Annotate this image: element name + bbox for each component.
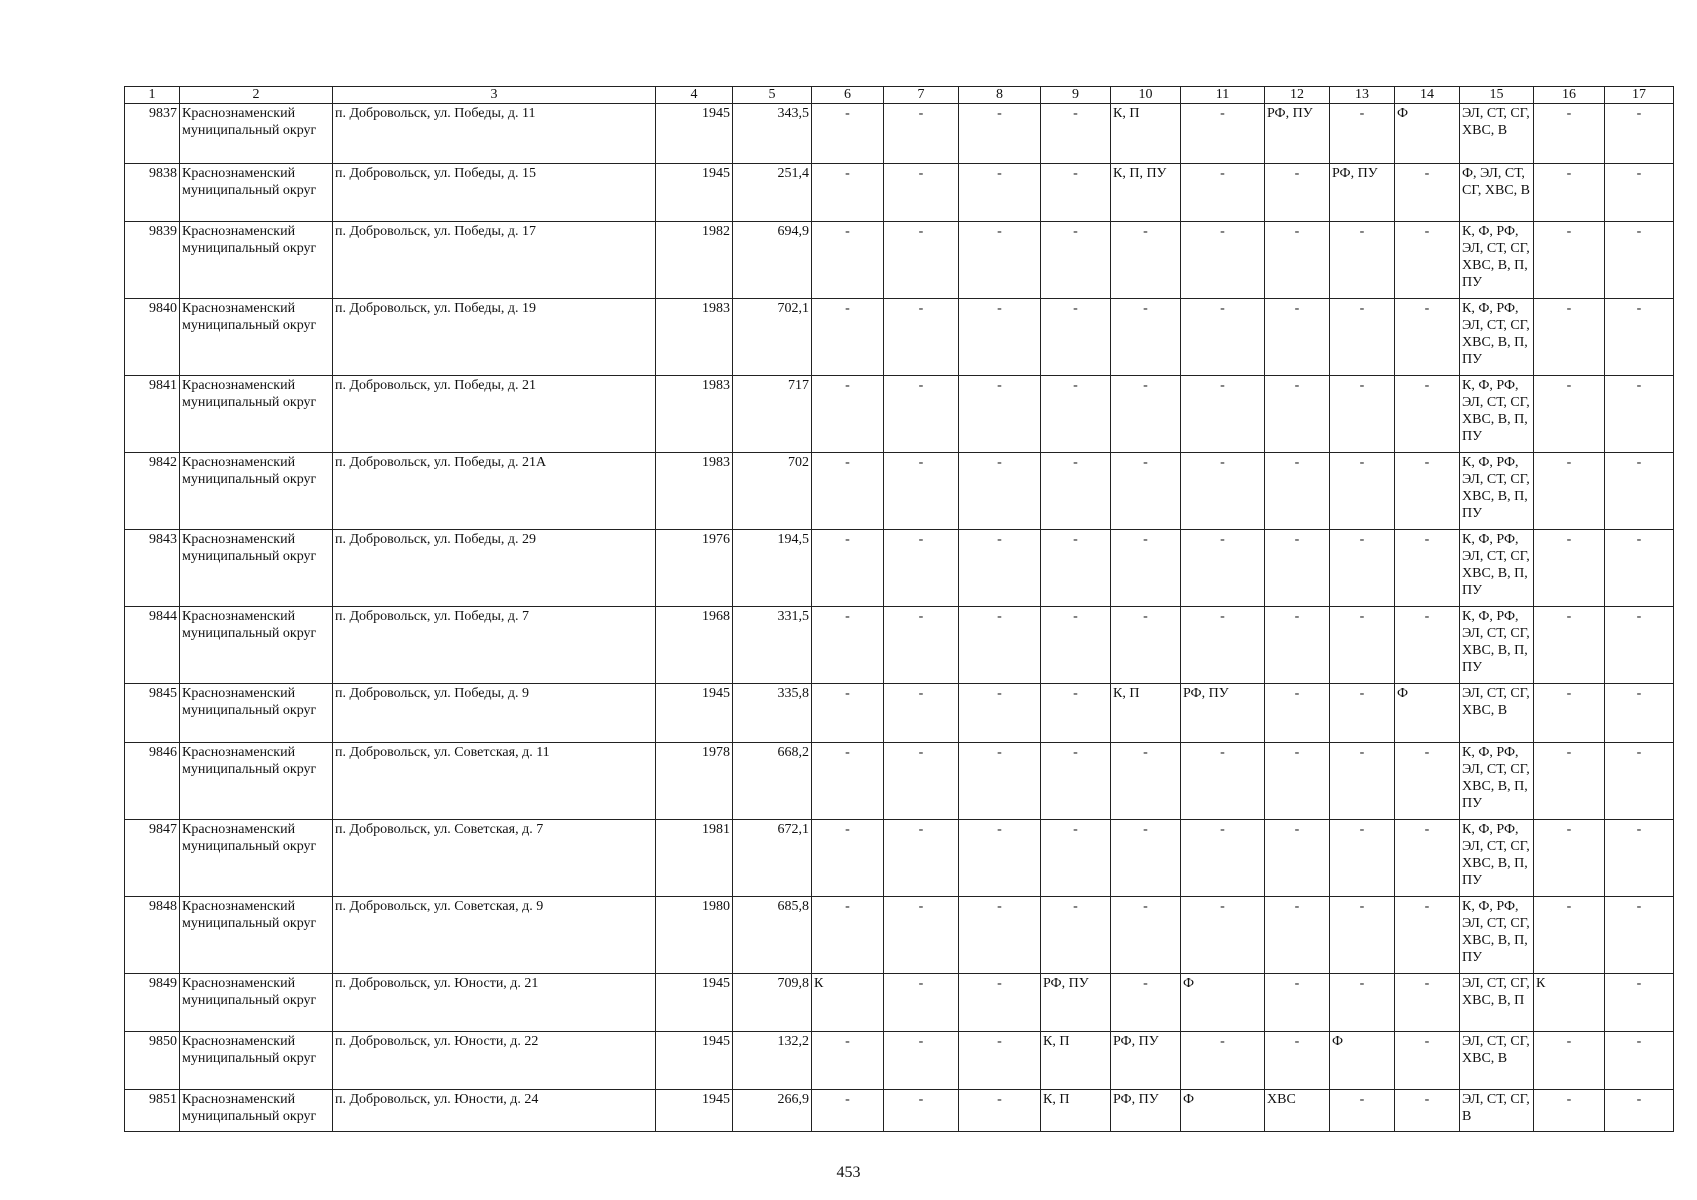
table-cell-col-15: ЭЛ, СТ, СГ, В (1460, 1090, 1534, 1132)
table-cell-col-7: - (884, 897, 959, 974)
table-cell-col-6: - (812, 164, 884, 222)
table-cell-col-14: Ф (1395, 684, 1460, 743)
table-cell-col-2: Краснознаменский муниципальный округ (180, 607, 333, 684)
table-cell-col-14: - (1395, 376, 1460, 453)
table-cell-col-4: 1978 (656, 743, 733, 820)
table-cell-col-11: - (1181, 743, 1265, 820)
table-cell-col-7: - (884, 222, 959, 299)
table-cell-col-4: 1980 (656, 897, 733, 974)
table-row (125, 376, 1674, 453)
table-cell-col-5: 717 (733, 376, 812, 453)
table-cell-col-4: 1945 (656, 164, 733, 222)
table-cell-col-17: - (1605, 897, 1674, 974)
column-header-7: 7 (884, 87, 959, 104)
table-cell-col-12: - (1265, 684, 1330, 743)
table-cell-col-1: 9845 (125, 684, 180, 743)
table-cell-col-11: - (1181, 607, 1265, 684)
table-cell-col-11: - (1181, 104, 1265, 164)
table-cell-col-16: - (1534, 453, 1605, 530)
table-cell-col-8: - (959, 820, 1041, 897)
table-cell-col-16: - (1534, 743, 1605, 820)
table-cell-col-16: - (1534, 530, 1605, 607)
table-cell-col-13: - (1330, 897, 1395, 974)
table-cell-col-5: 668,2 (733, 743, 812, 820)
table-cell-col-5: 132,2 (733, 1032, 812, 1090)
table-cell-col-1: 9850 (125, 1032, 180, 1090)
table-cell-col-11: - (1181, 299, 1265, 376)
table-cell-col-12: - (1265, 376, 1330, 453)
table-cell-col-14: - (1395, 607, 1460, 684)
table-cell-col-3: п. Добровольск, ул. Победы, д. 19 (333, 299, 656, 376)
column-header-2: 2 (180, 87, 333, 104)
table-cell-col-11: - (1181, 1032, 1265, 1090)
table-cell-col-13: - (1330, 453, 1395, 530)
table-cell-col-16: - (1534, 897, 1605, 974)
table-cell-col-14: - (1395, 974, 1460, 1032)
table-cell-col-15: ЭЛ, СТ, СГ, ХВС, В (1460, 684, 1534, 743)
table-row (125, 1032, 1674, 1090)
table-cell-col-17: - (1605, 974, 1674, 1032)
table-cell-col-6: - (812, 222, 884, 299)
table-cell-col-6: - (812, 299, 884, 376)
table-cell-col-15: К, Ф, РФ, ЭЛ, СТ, СГ, ХВС, В, П, ПУ (1460, 453, 1534, 530)
table-cell-col-4: 1983 (656, 299, 733, 376)
table-cell-col-16: - (1534, 104, 1605, 164)
table-cell-col-3: п. Добровольск, ул. Победы, д. 29 (333, 530, 656, 607)
table-cell-col-4: 1983 (656, 376, 733, 453)
table-cell-col-12: - (1265, 607, 1330, 684)
table-cell-col-8: - (959, 453, 1041, 530)
table-cell-col-1: 9844 (125, 607, 180, 684)
table-cell-col-10: - (1111, 974, 1181, 1032)
table-cell-col-10: - (1111, 820, 1181, 897)
table-cell-col-12: - (1265, 530, 1330, 607)
table-cell-col-6: - (812, 820, 884, 897)
table-cell-col-13: - (1330, 820, 1395, 897)
table-cell-col-10: - (1111, 299, 1181, 376)
table-cell-col-6: - (812, 897, 884, 974)
table-cell-col-6: - (812, 743, 884, 820)
table-cell-col-8: - (959, 104, 1041, 164)
register-table (124, 86, 1674, 1132)
table-cell-col-3: п. Добровольск, ул. Победы, д. 15 (333, 164, 656, 222)
table-cell-col-4: 1945 (656, 104, 733, 164)
table-cell-col-12: - (1265, 222, 1330, 299)
table-cell-col-13: - (1330, 607, 1395, 684)
table-cell-col-17: - (1605, 607, 1674, 684)
table-cell-col-14: - (1395, 164, 1460, 222)
table-cell-col-9: - (1041, 164, 1111, 222)
table-cell-col-11: Ф (1181, 974, 1265, 1032)
table-cell-col-5: 343,5 (733, 104, 812, 164)
table-cell-col-13: - (1330, 104, 1395, 164)
table-cell-col-4: 1981 (656, 820, 733, 897)
table-cell-col-9: К, П (1041, 1090, 1111, 1132)
table-cell-col-6: - (812, 453, 884, 530)
table-cell-col-4: 1945 (656, 1032, 733, 1090)
table-cell-col-2: Краснознаменский муниципальный округ (180, 104, 333, 164)
table-cell-col-12: - (1265, 897, 1330, 974)
table-cell-col-9: - (1041, 453, 1111, 530)
table-cell-col-1: 9839 (125, 222, 180, 299)
table-cell-col-11: - (1181, 164, 1265, 222)
table-cell-col-14: - (1395, 222, 1460, 299)
table-cell-col-5: 194,5 (733, 530, 812, 607)
table-cell-col-6: - (812, 684, 884, 743)
table-row (125, 974, 1674, 1032)
table-cell-col-15: К, Ф, РФ, ЭЛ, СТ, СГ, ХВС, В, П, ПУ (1460, 530, 1534, 607)
table-cell-col-7: - (884, 164, 959, 222)
table-cell-col-9: - (1041, 530, 1111, 607)
table-cell-col-14: - (1395, 820, 1460, 897)
table-cell-col-11: - (1181, 376, 1265, 453)
table-cell-col-15: Ф, ЭЛ, СТ, СГ, ХВС, В (1460, 164, 1534, 222)
table-cell-col-7: - (884, 1032, 959, 1090)
table-cell-col-13: РФ, ПУ (1330, 164, 1395, 222)
table-cell-col-12: - (1265, 743, 1330, 820)
table-cell-col-10: - (1111, 897, 1181, 974)
table-cell-col-4: 1945 (656, 684, 733, 743)
column-header-17: 17 (1605, 87, 1674, 104)
table-cell-col-5: 335,8 (733, 684, 812, 743)
table-cell-col-15: К, Ф, РФ, ЭЛ, СТ, СГ, ХВС, В, П, ПУ (1460, 897, 1534, 974)
table-cell-col-11: - (1181, 897, 1265, 974)
table-row (125, 684, 1674, 743)
table-cell-col-8: - (959, 1032, 1041, 1090)
table-cell-col-1: 9842 (125, 453, 180, 530)
table-cell-col-5: 702,1 (733, 299, 812, 376)
table-cell-col-6: - (812, 104, 884, 164)
table-cell-col-16: - (1534, 684, 1605, 743)
table-cell-col-13: - (1330, 299, 1395, 376)
table-cell-col-1: 9846 (125, 743, 180, 820)
table-cell-col-9: - (1041, 897, 1111, 974)
table-cell-col-12: - (1265, 164, 1330, 222)
table-cell-col-13: - (1330, 1090, 1395, 1132)
page-number: 453 (836, 1164, 861, 1181)
table-cell-col-4: 1983 (656, 453, 733, 530)
table-cell-col-14: Ф (1395, 104, 1460, 164)
table-cell-col-5: 672,1 (733, 820, 812, 897)
table-cell-col-2: Краснознаменский муниципальный округ (180, 743, 333, 820)
table-row (125, 1090, 1674, 1132)
table-cell-col-17: - (1605, 104, 1674, 164)
table-cell-col-3: п. Добровольск, ул. Победы, д. 7 (333, 607, 656, 684)
table-row (125, 222, 1674, 299)
table-cell-col-1: 9837 (125, 104, 180, 164)
table-cell-col-9: - (1041, 104, 1111, 164)
table-cell-col-1: 9843 (125, 530, 180, 607)
table-cell-col-16: - (1534, 1090, 1605, 1132)
table-cell-col-6: - (812, 376, 884, 453)
table-cell-col-8: - (959, 974, 1041, 1032)
table-cell-col-17: - (1605, 453, 1674, 530)
table-cell-col-17: - (1605, 164, 1674, 222)
table-cell-col-3: п. Добровольск, ул. Победы, д. 21 (333, 376, 656, 453)
table-cell-col-7: - (884, 743, 959, 820)
table-cell-col-2: Краснознаменский муниципальный округ (180, 1032, 333, 1090)
table-cell-col-15: К, Ф, РФ, ЭЛ, СТ, СГ, ХВС, В, П, ПУ (1460, 376, 1534, 453)
table-cell-col-8: - (959, 530, 1041, 607)
table-cell-col-15: К, Ф, РФ, ЭЛ, СТ, СГ, ХВС, В, П, ПУ (1460, 607, 1534, 684)
table-cell-col-13: - (1330, 222, 1395, 299)
table-cell-col-6: - (812, 530, 884, 607)
table-cell-col-15: К, Ф, РФ, ЭЛ, СТ, СГ, ХВС, В, П, ПУ (1460, 743, 1534, 820)
table-cell-col-5: 709,8 (733, 974, 812, 1032)
table-row (125, 453, 1674, 530)
table-cell-col-12: - (1265, 1032, 1330, 1090)
column-header-14: 14 (1395, 87, 1460, 104)
table-cell-col-10: - (1111, 453, 1181, 530)
table-cell-col-15: ЭЛ, СТ, СГ, ХВС, В, П (1460, 974, 1534, 1032)
table-cell-col-8: - (959, 1090, 1041, 1132)
table-cell-col-11: Ф (1181, 1090, 1265, 1132)
table-cell-col-3: п. Добровольск, ул. Советская, д. 7 (333, 820, 656, 897)
table-cell-col-4: 1945 (656, 1090, 733, 1132)
table-cell-col-4: 1982 (656, 222, 733, 299)
table-cell-col-14: - (1395, 1032, 1460, 1090)
table-cell-col-7: - (884, 974, 959, 1032)
table-row (125, 743, 1674, 820)
table-cell-col-11: - (1181, 820, 1265, 897)
table-cell-col-14: - (1395, 453, 1460, 530)
table-cell-col-9: - (1041, 222, 1111, 299)
table-cell-col-1: 9851 (125, 1090, 180, 1132)
column-header-16: 16 (1534, 87, 1605, 104)
table-cell-col-16: - (1534, 1032, 1605, 1090)
table-cell-col-9: К, П (1041, 1032, 1111, 1090)
table-cell-col-12: РФ, ПУ (1265, 104, 1330, 164)
table-cell-col-12: - (1265, 453, 1330, 530)
table-cell-col-6: - (812, 1032, 884, 1090)
table-cell-col-9: - (1041, 299, 1111, 376)
table-cell-col-16: К (1534, 974, 1605, 1032)
column-header-11: 11 (1181, 87, 1265, 104)
table-cell-col-3: п. Добровольск, ул. Юности, д. 24 (333, 1090, 656, 1132)
table-cell-col-13: - (1330, 974, 1395, 1032)
table-cell-col-10: К, П (1111, 684, 1181, 743)
table-cell-col-9: - (1041, 607, 1111, 684)
table-cell-col-7: - (884, 530, 959, 607)
column-header-4: 4 (656, 87, 733, 104)
table-cell-col-17: - (1605, 376, 1674, 453)
table-cell-col-12: - (1265, 974, 1330, 1032)
table-cell-col-6: - (812, 607, 884, 684)
table-cell-col-7: - (884, 607, 959, 684)
table-cell-col-17: - (1605, 743, 1674, 820)
table-cell-col-14: - (1395, 743, 1460, 820)
table-cell-col-14: - (1395, 1090, 1460, 1132)
table-cell-col-15: К, Ф, РФ, ЭЛ, СТ, СГ, ХВС, В, П, ПУ (1460, 820, 1534, 897)
column-header-5: 5 (733, 87, 812, 104)
table-cell-col-17: - (1605, 820, 1674, 897)
table-cell-col-9: - (1041, 743, 1111, 820)
table-cell-col-10: РФ, ПУ (1111, 1032, 1181, 1090)
table-cell-col-16: - (1534, 607, 1605, 684)
table-cell-col-4: 1976 (656, 530, 733, 607)
table-cell-col-13: Ф (1330, 1032, 1395, 1090)
table-row (125, 104, 1674, 164)
table-cell-col-10: РФ, ПУ (1111, 1090, 1181, 1132)
column-header-12: 12 (1265, 87, 1330, 104)
table-cell-col-3: п. Добровольск, ул. Победы, д. 11 (333, 104, 656, 164)
table-cell-col-1: 9848 (125, 897, 180, 974)
table-cell-col-10: - (1111, 222, 1181, 299)
table-cell-col-17: - (1605, 222, 1674, 299)
table-cell-col-12: ХВС (1265, 1090, 1330, 1132)
table-cell-col-3: п. Добровольск, ул. Советская, д. 9 (333, 897, 656, 974)
table-cell-col-10: - (1111, 376, 1181, 453)
table-cell-col-8: - (959, 222, 1041, 299)
table-cell-col-9: - (1041, 376, 1111, 453)
table-cell-col-16: - (1534, 376, 1605, 453)
table-cell-col-12: - (1265, 299, 1330, 376)
table-cell-col-2: Краснознаменский муниципальный округ (180, 222, 333, 299)
table-cell-col-2: Краснознаменский муниципальный округ (180, 530, 333, 607)
table-cell-col-7: - (884, 104, 959, 164)
table-cell-col-2: Краснознаменский муниципальный округ (180, 897, 333, 974)
column-header-9: 9 (1041, 87, 1111, 104)
table-cell-col-5: 331,5 (733, 607, 812, 684)
column-header-13: 13 (1330, 87, 1395, 104)
table-cell-col-16: - (1534, 222, 1605, 299)
table-cell-col-12: - (1265, 820, 1330, 897)
table-cell-col-9: РФ, ПУ (1041, 974, 1111, 1032)
table-cell-col-8: - (959, 743, 1041, 820)
table-cell-col-4: 1945 (656, 974, 733, 1032)
column-header-15: 15 (1460, 87, 1534, 104)
table-cell-col-13: - (1330, 684, 1395, 743)
table-cell-col-8: - (959, 897, 1041, 974)
table-cell-col-1: 9840 (125, 299, 180, 376)
table-cell-col-1: 9838 (125, 164, 180, 222)
table-cell-col-17: - (1605, 530, 1674, 607)
table-cell-col-2: Краснознаменский муниципальный округ (180, 974, 333, 1032)
table-cell-col-13: - (1330, 376, 1395, 453)
column-header-10: 10 (1111, 87, 1181, 104)
table-cell-col-7: - (884, 820, 959, 897)
table-cell-col-13: - (1330, 743, 1395, 820)
table-cell-col-7: - (884, 453, 959, 530)
table-cell-col-3: п. Добровольск, ул. Советская, д. 11 (333, 743, 656, 820)
table-cell-col-15: К, Ф, РФ, ЭЛ, СТ, СГ, ХВС, В, П, ПУ (1460, 299, 1534, 376)
header-row (125, 87, 1674, 104)
table-cell-col-7: - (884, 684, 959, 743)
table-cell-col-2: Краснознаменский муниципальный округ (180, 1090, 333, 1132)
table-cell-col-5: 702 (733, 453, 812, 530)
column-header-6: 6 (812, 87, 884, 104)
table-cell-col-15: К, Ф, РФ, ЭЛ, СТ, СГ, ХВС, В, П, ПУ (1460, 222, 1534, 299)
table-cell-col-8: - (959, 164, 1041, 222)
table-cell-col-11: - (1181, 222, 1265, 299)
table-cell-col-2: Краснознаменский муниципальный округ (180, 684, 333, 743)
table-cell-col-14: - (1395, 299, 1460, 376)
table-cell-col-11: РФ, ПУ (1181, 684, 1265, 743)
table-row (125, 820, 1674, 897)
table-cell-col-2: Краснознаменский муниципальный округ (180, 820, 333, 897)
table-cell-col-6: К (812, 974, 884, 1032)
table-cell-col-10: - (1111, 607, 1181, 684)
column-header-1: 1 (125, 87, 180, 104)
table-cell-col-2: Краснознаменский муниципальный округ (180, 164, 333, 222)
table-row (125, 164, 1674, 222)
table-cell-col-6: - (812, 1090, 884, 1132)
table-cell-col-14: - (1395, 897, 1460, 974)
table-cell-col-17: - (1605, 299, 1674, 376)
table-cell-col-15: ЭЛ, СТ, СГ, ХВС, В (1460, 104, 1534, 164)
table-cell-col-1: 9849 (125, 974, 180, 1032)
table-cell-col-10: - (1111, 530, 1181, 607)
table-cell-col-1: 9847 (125, 820, 180, 897)
table-cell-col-5: 685,8 (733, 897, 812, 974)
table-cell-col-3: п. Добровольск, ул. Победы, д. 9 (333, 684, 656, 743)
table-cell-col-1: 9841 (125, 376, 180, 453)
table-row (125, 530, 1674, 607)
column-header-8: 8 (959, 87, 1041, 104)
table-cell-col-16: - (1534, 820, 1605, 897)
table-cell-col-11: - (1181, 530, 1265, 607)
table-cell-col-8: - (959, 376, 1041, 453)
table-cell-col-5: 694,9 (733, 222, 812, 299)
table-cell-col-3: п. Добровольск, ул. Победы, д. 17 (333, 222, 656, 299)
table-cell-col-17: - (1605, 1090, 1674, 1132)
table-cell-col-16: - (1534, 164, 1605, 222)
table-cell-col-17: - (1605, 1032, 1674, 1090)
table-cell-col-15: ЭЛ, СТ, СГ, ХВС, В (1460, 1032, 1534, 1090)
table-cell-col-17: - (1605, 684, 1674, 743)
column-header-3: 3 (333, 87, 656, 104)
table-cell-col-5: 266,9 (733, 1090, 812, 1132)
table-cell-col-10: К, П (1111, 104, 1181, 164)
table-cell-col-2: Краснознаменский муниципальный округ (180, 299, 333, 376)
table-row (125, 897, 1674, 974)
table-cell-col-7: - (884, 376, 959, 453)
table-cell-col-4: 1968 (656, 607, 733, 684)
table-cell-col-3: п. Добровольск, ул. Победы, д. 21А (333, 453, 656, 530)
table-cell-col-8: - (959, 684, 1041, 743)
table-cell-col-5: 251,4 (733, 164, 812, 222)
table-cell-col-7: - (884, 1090, 959, 1132)
table-row (125, 607, 1674, 684)
table-cell-col-8: - (959, 607, 1041, 684)
table-cell-col-10: - (1111, 743, 1181, 820)
table-cell-col-9: - (1041, 684, 1111, 743)
table-cell-col-3: п. Добровольск, ул. Юности, д. 22 (333, 1032, 656, 1090)
table-cell-col-14: - (1395, 530, 1460, 607)
table-cell-col-2: Краснознаменский муниципальный округ (180, 376, 333, 453)
table-cell-col-9: - (1041, 820, 1111, 897)
table-cell-col-16: - (1534, 299, 1605, 376)
table-cell-col-13: - (1330, 530, 1395, 607)
table-cell-col-7: - (884, 299, 959, 376)
table-cell-col-11: - (1181, 453, 1265, 530)
table-cell-col-3: п. Добровольск, ул. Юности, д. 21 (333, 974, 656, 1032)
table-cell-col-2: Краснознаменский муниципальный округ (180, 453, 333, 530)
table-row (125, 299, 1674, 376)
table-cell-col-10: К, П, ПУ (1111, 164, 1181, 222)
table-cell-col-8: - (959, 299, 1041, 376)
